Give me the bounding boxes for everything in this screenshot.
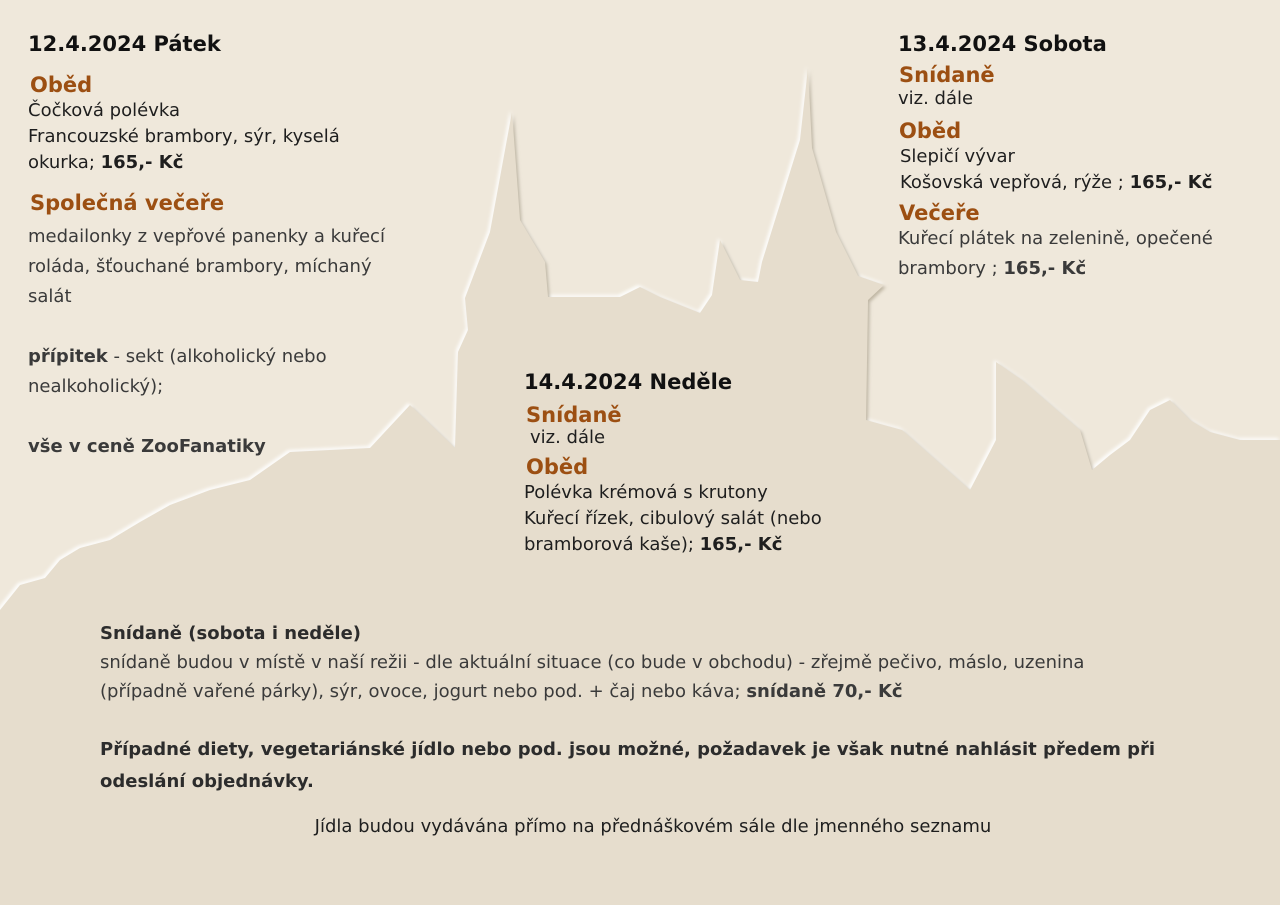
diet-note-line: odeslání objednávky. bbox=[100, 771, 314, 792]
sunday-lunch-main: Kuřecí řízek, cibulový salát (nebo bbox=[524, 508, 822, 529]
friday-lunch-main-cont: okurka; 165,- Kč bbox=[28, 152, 184, 173]
diet-note-line: Případné diety, vegetariánské jídlo nebo pod. jsou možné, požadavek je však nutné nahlásit předem při bbox=[100, 739, 1156, 760]
sunday-breakfast-heading: Snídaně bbox=[526, 403, 622, 427]
saturday-breakfast-text: viz. dále bbox=[898, 88, 974, 109]
sunday-lunch-main-cont: bramborová kaše); 165,- Kč bbox=[524, 534, 783, 555]
saturday-lunch-soup: Slepičí vývar bbox=[900, 146, 1015, 167]
breakfast-info bbox=[100, 620, 1200, 706]
sunday-lunch-soup: Polévka krémová s krutony bbox=[524, 482, 768, 503]
friday-dinner-line: medailonky z vepřové panenky a kuřecí bbox=[28, 226, 385, 247]
friday-dinner-heading: Společná večeře bbox=[30, 191, 225, 215]
breakfast-info-line: (případně vařené párky), sýr, ovoce, jogurt nebo pod. + čaj nebo káva; snídaně 70,- Kč bbox=[100, 681, 903, 702]
sunday-column bbox=[524, 370, 884, 558]
sunday-breakfast-text: viz. dále bbox=[530, 427, 606, 448]
price: 165,- Kč bbox=[1003, 258, 1087, 279]
diet-note bbox=[100, 734, 1200, 798]
friday-included-note: vše v ceně ZooFanatiky bbox=[28, 436, 266, 457]
friday-column bbox=[28, 32, 448, 462]
friday-toast-line: nealkoholický); bbox=[28, 376, 164, 397]
saturday-breakfast-heading: Snídaně bbox=[899, 63, 995, 87]
saturday-dinner-main-cont: brambory ; 165,- Kč bbox=[898, 258, 1087, 279]
friday-lunch-heading: Oběd bbox=[30, 73, 93, 97]
friday-title: 12.4.2024 Pátek bbox=[28, 32, 221, 56]
friday-lunch-main: Francouzské brambory, sýr, kyselá bbox=[28, 126, 340, 147]
saturday-lunch-main: Košovská vepřová, rýže ; 165,- Kč bbox=[900, 172, 1213, 193]
price: 165,- Kč bbox=[1129, 172, 1213, 193]
sunday-lunch-heading: Oběd bbox=[526, 455, 589, 479]
price: 165,- Kč bbox=[699, 534, 783, 555]
saturday-lunch-heading: Oběd bbox=[899, 119, 962, 143]
breakfast-info-line: snídaně budou v místě v naší režii - dle aktuální situace (co bude v obchodu) - zřejmě pečivo, máslo, uzenina bbox=[100, 652, 1085, 673]
saturday-dinner-main: Kuřecí plátek na zelenině, opečené bbox=[898, 228, 1213, 249]
serving-note: Jídla budou vydávána přímo na přednáškovém sále dle jmenného seznamu bbox=[314, 816, 992, 837]
sunday-title: 14.4.2024 Neděle bbox=[524, 370, 733, 394]
friday-dinner-line: roláda, šťouchané brambory, míchaný bbox=[28, 256, 372, 277]
friday-lunch-soup: Čočková polévka bbox=[28, 100, 180, 121]
saturday-column bbox=[898, 32, 1268, 284]
friday-dinner-line: salát bbox=[28, 286, 72, 307]
breakfast-price: snídaně 70,- Kč bbox=[746, 681, 903, 702]
friday-toast-line: přípitek - sekt (alkoholický nebo bbox=[28, 346, 327, 367]
saturday-title: 13.4.2024 Sobota bbox=[898, 32, 1107, 56]
saturday-dinner-heading: Večeře bbox=[899, 201, 980, 225]
breakfast-info-heading: Snídaně (sobota i neděle) bbox=[100, 623, 361, 644]
price: 165,- Kč bbox=[100, 152, 184, 173]
